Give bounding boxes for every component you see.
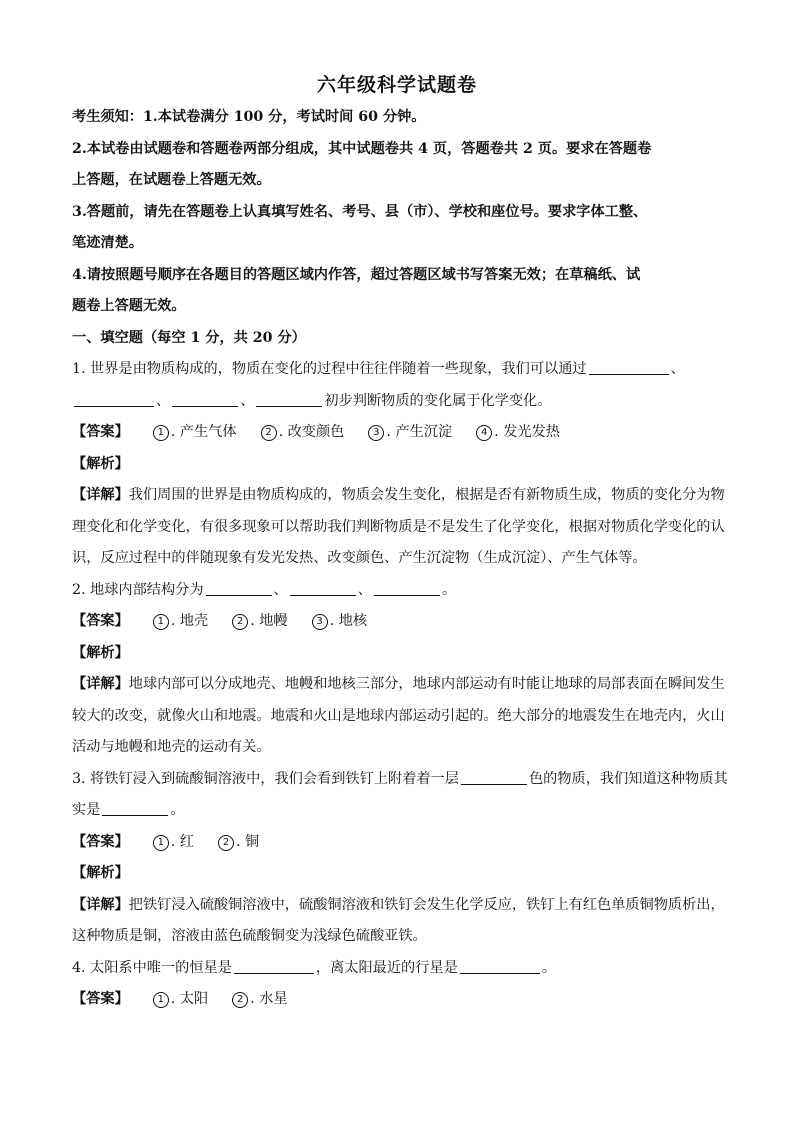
circled-number: 1 xyxy=(153,614,169,630)
notice-line-1: 考生须知：1.本试卷满分 100 分，考试时间 60 分钟。 xyxy=(72,109,426,125)
circled-number: 1 xyxy=(153,425,169,441)
q1-separator: 、 xyxy=(156,392,171,409)
q3-line-2 xyxy=(72,795,724,827)
answer-label: 【答案】 xyxy=(72,424,129,440)
answer-text: 发光发热 xyxy=(503,424,560,440)
answer-text: 红 xyxy=(179,833,194,850)
q3-text-mid: 色的物质，我们知道这种物质其 xyxy=(528,770,728,787)
q1-line-1 xyxy=(72,354,724,386)
document-body xyxy=(72,102,728,1016)
answer-blank xyxy=(234,957,314,974)
q1-answer-row xyxy=(72,417,724,449)
q3-answer-1: 1 . 红 xyxy=(153,827,194,859)
answer-text: 地幔 xyxy=(259,613,288,629)
notice-line-7: 题卷上答题无效。 xyxy=(72,298,186,314)
circled-number: 2 xyxy=(218,835,234,851)
q3-answer-2: 2 . 铜 xyxy=(218,827,259,859)
q2-answer-row xyxy=(72,606,724,638)
detail-text: 把铁钉浸入硫酸铜溶液中，硫酸铜溶液和铁钉会发生化学反应，铁钉上有红色单质铜物质析出， xyxy=(128,896,725,913)
notice-line-6: 4.请按照题号顺序在各题目的答题区域内作答，超过答题区域书写答案无效；在草稿纸、试 xyxy=(72,266,641,283)
q2-text: 2. 地球内部结构分为 xyxy=(72,581,204,598)
notice-line-4: 3.答题前，请先在答题卷上认真填写姓名、考号、县（市）、学校和座位号。要求字体工整、 xyxy=(72,203,648,220)
q3-answer-row xyxy=(72,827,724,859)
answer-text: 铜 xyxy=(245,833,260,850)
q2-detail-line-1 xyxy=(72,669,724,701)
q1-answer-3: 3 . 产生沉淀 xyxy=(368,417,452,449)
answer-blank xyxy=(589,358,669,375)
q3-detail-line-1 xyxy=(72,890,724,922)
page-title: 六年级科学试题卷 xyxy=(316,74,477,96)
answer-text: 地壳 xyxy=(179,613,209,629)
q1-detail-line-1 xyxy=(72,480,724,512)
circled-number: 4 xyxy=(476,425,492,441)
detail-label: 【详解】 xyxy=(72,676,129,692)
circled-number: 2 xyxy=(232,992,248,1008)
q1-line-2 xyxy=(72,386,724,418)
answer-blank xyxy=(206,579,272,596)
answer-text: 水星 xyxy=(259,991,288,1007)
circled-number: 3 xyxy=(368,425,384,441)
notice-line-5: 笔迹清楚。 xyxy=(72,235,143,251)
circled-number: 1 xyxy=(153,992,169,1008)
q1-detail-line-3: 识，反应过程中的伴随现象有发光发热、改变颜色、产生沉淀物（生成沉淀）、产生气体等。 xyxy=(72,550,647,566)
q4-text-mid: ，离太阳最近的行星是 xyxy=(315,959,458,976)
answer-blank xyxy=(256,390,322,407)
q2-detail-line-3: 活动与地幔和地壳的运动有关。 xyxy=(72,739,271,755)
q1-separator: 、 xyxy=(240,392,255,409)
q4-text: 4. 太阳系中唯一的恒星是 xyxy=(72,959,232,976)
notice-line-2: 2.本试卷由试题卷和答题卷两部分组成，其中试题卷共 4 页，答题卷共 2 页。要求在答题卷 xyxy=(72,140,652,157)
circled-number: 2 xyxy=(232,614,248,630)
q3-line-1 xyxy=(72,764,728,796)
answer-blank xyxy=(74,390,154,407)
q2-analysis-label: 【解析】 xyxy=(72,644,129,661)
q2-detail-line-2: 较大的改变，就像火山和地震。地震和火山是地球内部运动引起的。绝大部分的地震发生在地壳内，火山 xyxy=(72,707,725,724)
answer-blank xyxy=(290,579,356,596)
circled-number: 1 xyxy=(153,835,169,851)
q1-answer-4: 4 . 发光发热 xyxy=(476,417,560,449)
answer-blank xyxy=(374,579,440,596)
q3-end: 。 xyxy=(170,802,185,818)
answer-text: 产生气体 xyxy=(179,424,237,440)
answer-label: 【答案】 xyxy=(72,833,129,850)
q4-answer-2: 2 . 水星 xyxy=(232,984,287,1016)
q2-separator: 、 xyxy=(357,581,372,598)
answer-text: 产生沉淀 xyxy=(395,424,453,440)
notice-line-3: 上答题，在试题卷上答题无效。 xyxy=(72,172,271,188)
answer-blank xyxy=(172,390,238,407)
q2-answer-3: 3 . 地核 xyxy=(312,606,367,638)
q1-text: 1. 世界是由物质构成的，物质在变化的过程中往往伴随着一些现象，我们可以通过 xyxy=(72,361,587,377)
detail-text: 地球内部可以分成地壳、地幔和地核三部分，地球内部运动有时能让地球的局部表面在瞬间发生 xyxy=(128,676,725,692)
q2-separator: 、 xyxy=(273,581,288,598)
q2-answer-1: 1 . 地壳 xyxy=(153,606,208,638)
detail-label: 【详解】 xyxy=(72,896,129,913)
section-title: 一、填空题（每空 1 分，共 20 分） xyxy=(72,329,306,346)
q2-answer-2: 2 . 地幔 xyxy=(232,606,287,638)
answer-label: 【答案】 xyxy=(72,991,129,1007)
answer-blank xyxy=(102,799,168,816)
q2-end: 。 xyxy=(441,581,457,598)
answer-text: 太阳 xyxy=(179,991,209,1007)
q4-answer-row xyxy=(72,984,724,1016)
answer-blank xyxy=(461,768,527,785)
detail-text: 我们周围的世界是由物质构成的，物质会发生变化，根据是否有新物质生成，物质的变化分为物 xyxy=(128,487,725,503)
q1-answer-1: 1 . 产生气体 xyxy=(153,417,237,449)
answer-blank xyxy=(460,957,540,974)
q4-end: 。 xyxy=(541,959,557,976)
q1-detail-line-2: 理变化和化学变化，有很多现象可以帮助我们判断物质是不是发生了化学变化，根据对物质化学变化的认 xyxy=(72,518,725,535)
q3-detail-line-2: 这种物质是铜，溶液由蓝色硫酸铜变为浅绿色硫酸亚铁。 xyxy=(72,928,427,944)
q3-text-l2: 实是 xyxy=(72,802,101,818)
answer-text: 改变颜色 xyxy=(287,424,345,440)
detail-label: 【详解】 xyxy=(72,487,129,503)
q4-line-1 xyxy=(72,953,724,985)
q1-text-tail: 初步判断物质的变化属于化学变化。 xyxy=(324,392,552,409)
q1-separator: 、 xyxy=(670,361,685,377)
circled-number: 2 xyxy=(261,425,277,441)
circled-number: 3 xyxy=(312,614,328,630)
q1-answer-2: 2 . 改变颜色 xyxy=(261,417,345,449)
q1-analysis-label: 【解析】 xyxy=(72,455,129,472)
q4-answer-1: 1 . 太阳 xyxy=(153,984,208,1016)
q3-analysis-label: 【解析】 xyxy=(72,865,129,881)
q3-text: 3. 将铁钉浸入到硫酸铜溶液中，我们会看到铁钉上附着着一层 xyxy=(72,770,459,787)
answer-label: 【答案】 xyxy=(72,613,129,629)
q2-line-1 xyxy=(72,575,724,607)
answer-text: 地核 xyxy=(338,613,368,629)
